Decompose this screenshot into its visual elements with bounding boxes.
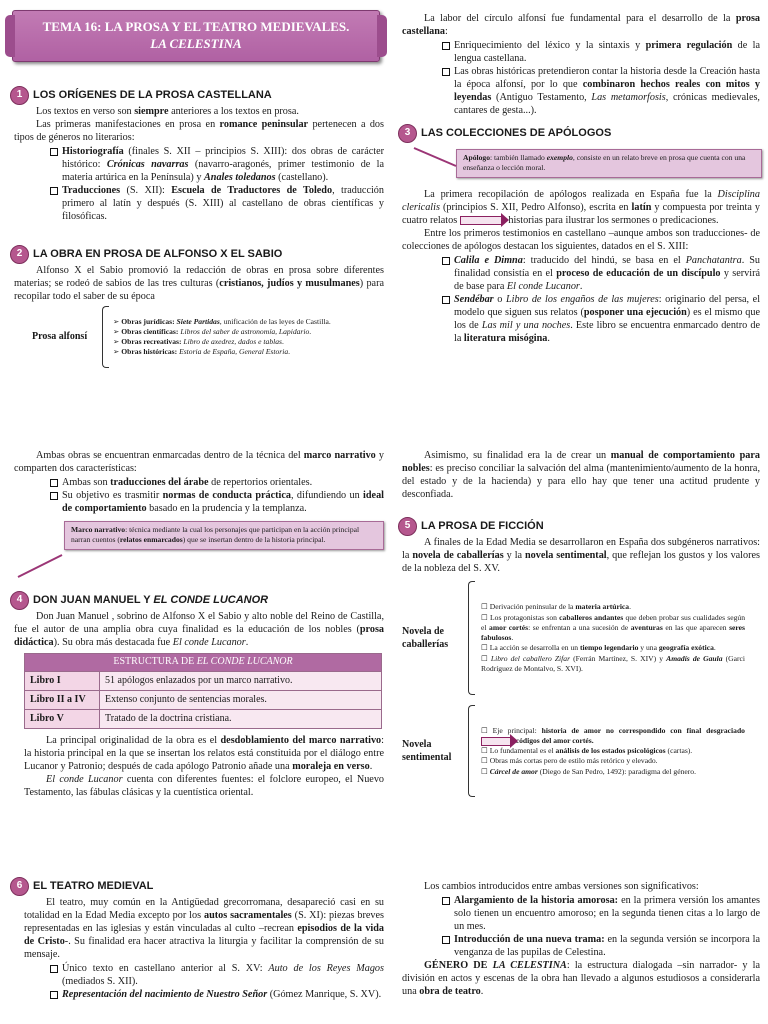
list-item: Ambas son traducciones del árabe de repertorios orientales. bbox=[62, 476, 384, 489]
paragraph: Los cambios introducidos entre ambas versiones son significativos: bbox=[424, 881, 699, 892]
section-2 bbox=[10, 245, 384, 368]
paragraph: Don Juan Manuel , sobrino de Alfonso X el Sabio y alto noble del Reino de Castilla, fue el autor de una amplia obra cuya finalidad es la educación de los nobles (prosa didáctica). Su obra más destacada fue El conde Lucanor. bbox=[14, 611, 384, 649]
marco-narrativo-box: Marco narrativo: técnica mediante la cual los personajes que participan en la acción principal narran cuentos (relatos enmarcados) que se insertan dentro de la historia principal. bbox=[64, 521, 384, 550]
celestina-versions bbox=[402, 880, 760, 998]
section-2-continued bbox=[10, 449, 384, 550]
list-item: Único texto en castellano anterior al S. XV: Auto de los Reyes Magos (mediados S. XII). bbox=[62, 963, 384, 988]
diagram-items bbox=[475, 602, 745, 674]
table-row: Libro V Tratado de la doctrina cristiana. bbox=[25, 709, 382, 728]
section-number: 5 bbox=[398, 517, 417, 536]
list-item: Sendébar o Libro de los engaños de las mujeres: originario del persa, el modelo que siguen sus relatos (posponer una ejecución) es el mismo que los de Las mil y una noches. Este libro se encuentra enmarcado dentro de la literatura misógina. bbox=[454, 293, 761, 345]
section-number: 6 bbox=[10, 877, 29, 896]
list-item: ➢ Obras jurídicas: Siete Partidas, unificación de las leyes de Castilla. bbox=[113, 316, 331, 326]
section-1 bbox=[10, 86, 384, 223]
bullet-list bbox=[36, 476, 384, 515]
alfonsi-legacy bbox=[402, 12, 760, 117]
list-item: ➢ Obras históricas: Estoria de España, General Estoria. bbox=[113, 347, 291, 357]
table-row: Libro II a IV Extenso conjunto de sentencias morales. bbox=[25, 690, 382, 709]
section-5 bbox=[402, 517, 760, 797]
arrow-icon bbox=[460, 216, 501, 225]
pointer-arrow bbox=[412, 146, 460, 176]
list-item: ☐ Derivación peninsular de la materia artúrica. bbox=[481, 602, 631, 612]
list-item: Su objetivo es trasmitir normas de conducta práctica, difundiendo un ideal de comportamiento basado en la prudencia y la templanza. bbox=[62, 490, 384, 515]
diagram-label: Novela de caballerías bbox=[402, 626, 449, 651]
list-item: Traducciones (S. XII): Escuela de Traductores de Toledo, traducción primero al latín y después (S. XIII) al castellano de obras científicas y filosóficas. bbox=[62, 185, 384, 223]
section-4 bbox=[10, 591, 384, 799]
list-item: ➢ Obras científicas: Libros del saber de astronomía, Lapidario. bbox=[113, 326, 312, 336]
diagram-items bbox=[475, 726, 745, 777]
bullet-list bbox=[428, 254, 760, 345]
section-number: 2 bbox=[10, 245, 29, 264]
list-item: Las obras históricas pretendieron contar la historia desde la Creación hasta la época alfonsí, por lo que combinaron hechos reales con mitos y leyendas (Antiguo Testamento, Las metamorfosis, crónicas medievales, cantares de gesta...). bbox=[454, 66, 760, 117]
right-column bbox=[402, 0, 760, 1024]
list-item: Representación del nacimiento de Nuestro Señor (Gómez Manrique, S. XV). bbox=[62, 988, 384, 1001]
left-column bbox=[10, 0, 384, 1024]
paragraph: Ambas obras se encuentran enmarcadas dentro de la técnica del marco narrativo y comparten dos características: bbox=[14, 450, 385, 475]
paragraph: La principal originalidad de la obra es el desdoblamiento del marco narrativo: la historia principal en la que se insertan los relatos está constituida por el diálogo entre Lucanor y Patronio; después de cada apólogo Patronio añade una moraleja en verso. bbox=[24, 734, 384, 773]
bullet-list bbox=[36, 145, 384, 223]
section-number: 4 bbox=[10, 591, 29, 610]
list-item: ☐ Libro del caballero Zifar (Ferrán Martínez, S. XIV) y Amadís de Gaula (Garci Rodríguez de Montalvo, S. XVI). bbox=[481, 653, 745, 673]
list-item: ☐ Cárcel de amor (Diego de San Pedro, 1492): paradigma del género. bbox=[481, 766, 696, 776]
section-heading: LA PROSA DE FICCIÓN bbox=[421, 520, 544, 533]
brace bbox=[102, 306, 109, 368]
list-item: Enriquecimiento del léxico y la sintaxis y primera regulación de la lengua castellana. bbox=[454, 40, 761, 65]
caballerias-diagram bbox=[402, 581, 760, 695]
list-item: ☐ Lo fundamental es el análisis de los estados psicológicos (cartas). bbox=[481, 746, 693, 756]
apologo-box: Apólogo: también llamado exemplo, consiste en un relato breve en prosa que cuenta con una enseñanza o lección moral. bbox=[456, 149, 762, 178]
paragraph: Asimismo, su finalidad era la de crear un manual de comportamiento para nobles: es preciso conciliar la salvación del alma (mantenimiento/aumento de la honra, del estado y de la hacienda) y para ello hay que tener una actitud prudente y desconfiada. bbox=[402, 450, 760, 501]
diagram-label: Novela sentimental bbox=[402, 739, 452, 764]
paragraph: La primera recopilación de apólogos realizada en España fue la Disciplina clericalis (principios S. XII, Pedro Alfonso), escrita en latín y compuesta por treinta y cuatro relatos historias para ilustrar los sermones o predicaciones. bbox=[402, 188, 760, 226]
brace bbox=[468, 581, 475, 695]
paragraph: A finales de la Edad Media se desarrollaron en España dos subgéneros narrativos: la novela de caballerías y la novela sentimental, que reflejan los gustos y los valores de la nobleza del S. XV. bbox=[402, 537, 760, 575]
page-title: TEMA 16: LA PROSA Y EL TEATRO MEDIEVALES. LA CELESTINA bbox=[42, 19, 350, 51]
sentimental-diagram bbox=[402, 705, 760, 797]
list-item: Historiografía (finales S. XII – principios S. XIII): dos obras de carácter histórico: Crónicas navarras (navarro-aragonés, primer testimonio de la materia artúrica en la Península) y Anales toledanos (castellano). bbox=[62, 146, 385, 184]
prosa-alfonsi-diagram bbox=[10, 306, 384, 368]
section-heading: LAS COLECCIONES DE APÓLOGOS bbox=[421, 127, 612, 140]
bullet-list bbox=[428, 894, 760, 959]
list-item: ☐ La acción se desarrolla en un tiempo legendario y una geografía exótica. bbox=[481, 643, 716, 653]
list-item: ☐ Obras más cortas pero de estilo más retórico y elevado. bbox=[481, 756, 658, 766]
section-6 bbox=[10, 877, 384, 1001]
bullet-list bbox=[36, 962, 384, 1001]
list-item: ☐ Los protagonistas son caballeros andantes que deben probar sus cualidades según el amor cortés: se enfrentan a una sucesión de aventuras en las que aparecen seres fabulosos. bbox=[481, 612, 745, 643]
manual-paragraph bbox=[402, 449, 760, 501]
section-3 bbox=[402, 124, 760, 345]
list-item: Alargamiento de la historia amorosa: en la primera versión los amantes solo tienen un encuentro amoroso; en la segunda tienen citas a lo largo de un mes. bbox=[454, 895, 760, 933]
table-title: ESTRUCTURA DE EL CONDE LUCANOR bbox=[25, 654, 382, 672]
list-item: Calila e Dimna: traducido del hindú, se basa en el Panchatantra. Su finalidad consistía en el proceso de educación de un discípulo y servirá de base para El conde Lucanor. bbox=[454, 254, 761, 292]
table-row: Libro I 51 apólogos enlazados por un marco narrativo. bbox=[25, 671, 382, 690]
section-number: 1 bbox=[10, 86, 29, 105]
section-heading: LA OBRA EN PROSA DE ALFONSO X EL SABIO bbox=[33, 248, 283, 261]
bullet-list bbox=[428, 39, 760, 117]
paragraph: La labor del círculo alfonsí fue fundamental para el desarrollo de la prosa castellana: bbox=[402, 13, 760, 38]
paragraph: Los textos en verso son siempre anteriores a los textos en prosa. bbox=[36, 106, 299, 117]
paragraph: GÉNERO DE LA CELESTINA: la estructura dialogada –sin narrador- y la división en actos y escenas de la obra han llevado a algunos estudiosos a considerarla una obra de teatro. bbox=[402, 960, 760, 998]
list-item: ➢ Obras recreativas: Libro de axedrez, dados e tablas. bbox=[113, 337, 284, 347]
section-heading: DON JUAN MANUEL Y EL CONDE LUCANOR bbox=[33, 594, 269, 607]
section-number: 3 bbox=[398, 124, 417, 143]
structure-table bbox=[24, 653, 382, 729]
pointer-arrow bbox=[16, 549, 66, 579]
section-heading: LOS ORÍGENES DE LA PROSA CASTELLANA bbox=[33, 89, 272, 102]
diagram-label: Prosa alfonsí bbox=[32, 330, 88, 342]
list-item: ☐ Eje principal: historia de amor no correspondido con final desgraciado códigos del amor cortés. bbox=[481, 725, 745, 745]
section-heading: EL TEATRO MEDIEVAL bbox=[33, 880, 154, 893]
brace bbox=[468, 705, 475, 797]
arrow-icon bbox=[481, 737, 510, 746]
paragraph: El teatro, muy común en la Antigüedad grecorromana, desapareció casi en su totalidad en la Edad Media excepto por los autos sacramentales (S. XI): piezas breves representadas en las iglesias y están vinculadas al culto –recrean episodios de la vida de Cristo-. Su finalidad era hacer atractiva la liturgia y facilitar la comprensión de su mensaje. bbox=[24, 897, 385, 961]
list-item: Introducción de una nueva trama: en la segunda versión se incorpora la venganza de las pupilas de Celestina. bbox=[454, 934, 760, 959]
paragraph: El conde Lucanor cuenta con diferentes fuentes: el folclore europeo, el Nuevo Testamento, las fábulas clásicas y la cuentística oriental. bbox=[24, 774, 385, 799]
paragraph: Entre los primeros testimonios en castellano –aunque ambos son traducciones- de colecciones de apólogos destacan los siguientes, datados en el S. XIII: bbox=[402, 227, 760, 252]
paragraph: Las primeras manifestaciones en prosa en romance peninsular pertenecen a dos tipos de géneros no literarios: bbox=[14, 119, 384, 144]
paragraph: Alfonso X el Sabio promovió la redacción de obras en prosa sobre diferentes materias; se rodeó de sabios de las tres culturas (cristianos, judíos y musulmanes) para recopilar todo el saber de su época bbox=[14, 265, 384, 303]
diagram-items bbox=[109, 317, 368, 358]
